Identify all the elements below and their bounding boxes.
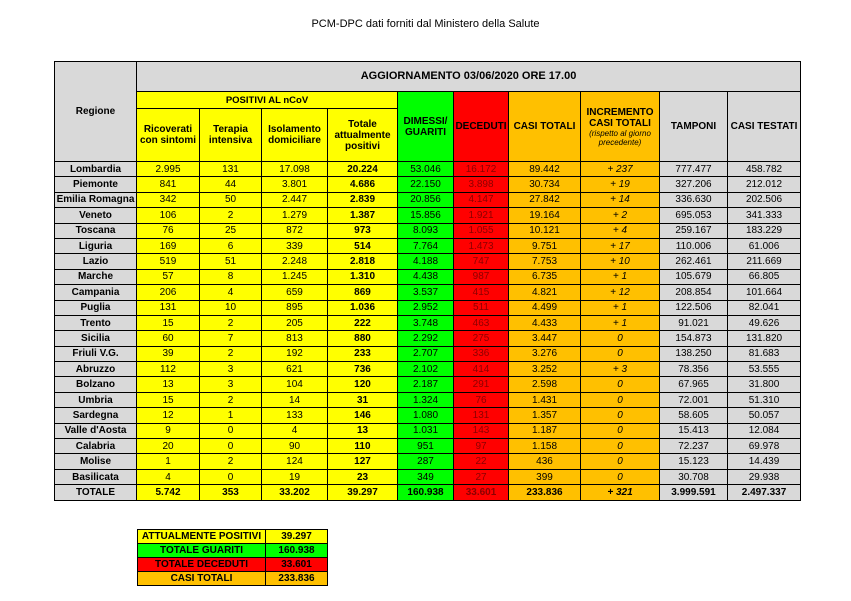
summary-label: TOTALE DECEDUTI bbox=[138, 558, 266, 572]
cell-tamponi: 262.461 bbox=[660, 254, 728, 269]
cell-totale: 110 bbox=[328, 439, 398, 454]
cell-isolamento: 1.279 bbox=[262, 208, 328, 223]
cell-totale: 1.387 bbox=[328, 208, 398, 223]
cell-ricoverati: 131 bbox=[137, 300, 200, 315]
cell-ricoverati: 60 bbox=[137, 331, 200, 346]
cell-incremento: + 1 bbox=[581, 269, 660, 284]
cell-testati: 183.229 bbox=[728, 223, 801, 238]
cell-terapia: 50 bbox=[200, 192, 262, 207]
cell-dimessi: 2.707 bbox=[398, 346, 454, 361]
cell-testati: 61.006 bbox=[728, 238, 801, 253]
cell-totale: 233 bbox=[328, 346, 398, 361]
cell-ricoverati: 15 bbox=[137, 392, 200, 407]
cell-dimessi: 1.080 bbox=[398, 408, 454, 423]
table-body bbox=[55, 162, 801, 501]
cell-casi: 9.751 bbox=[509, 238, 581, 253]
cell-tamponi: 78.356 bbox=[660, 362, 728, 377]
cell-isolamento: 192 bbox=[262, 346, 328, 361]
cell-incremento: 0 bbox=[581, 408, 660, 423]
cell-totale: 1.036 bbox=[328, 300, 398, 315]
cell-region: Toscana bbox=[55, 223, 137, 238]
cell-region: Abruzzo bbox=[55, 362, 137, 377]
cell-incremento: + 3 bbox=[581, 362, 660, 377]
cell-incremento: 0 bbox=[581, 346, 660, 361]
cell-terapia: 0 bbox=[200, 469, 262, 484]
cell-deceduti: 27 bbox=[454, 469, 509, 484]
cell-ricoverati: 112 bbox=[137, 362, 200, 377]
cell-region: Friuli V.G. bbox=[55, 346, 137, 361]
cell-testati: 14.439 bbox=[728, 454, 801, 469]
update-title: AGGIORNAMENTO 03/06/2020 ORE 17.00 bbox=[137, 62, 801, 92]
cell-ricoverati: 841 bbox=[137, 177, 200, 192]
cell-ricoverati: 342 bbox=[137, 192, 200, 207]
header-deceduti: DECEDUTI bbox=[454, 92, 509, 162]
cell-terapia: 10 bbox=[200, 300, 262, 315]
cell-isolamento: 133 bbox=[262, 408, 328, 423]
cell-terapia: 51 bbox=[200, 254, 262, 269]
cell-testati: 131.820 bbox=[728, 331, 801, 346]
cell-testati: 51.310 bbox=[728, 392, 801, 407]
table-row bbox=[55, 331, 801, 346]
cell-terapia: 3 bbox=[200, 362, 262, 377]
cell-dimessi: 2.952 bbox=[398, 300, 454, 315]
table-row bbox=[55, 269, 801, 284]
cell-tamponi: 336.630 bbox=[660, 192, 728, 207]
cell-incremento: + 4 bbox=[581, 223, 660, 238]
cell-incremento: + 2 bbox=[581, 208, 660, 223]
cell-tamponi: 30.708 bbox=[660, 469, 728, 484]
summary-row bbox=[138, 558, 328, 572]
table-row bbox=[55, 377, 801, 392]
cell-region: Marche bbox=[55, 269, 137, 284]
cell-deceduti: 143 bbox=[454, 423, 509, 438]
cell-isolamento: 1.245 bbox=[262, 269, 328, 284]
cell-deceduti: 275 bbox=[454, 331, 509, 346]
cell-casi: 89.442 bbox=[509, 162, 581, 177]
header-casi-testati: CASI TESTATI bbox=[728, 92, 801, 162]
header-dimessi: DIMESSI/ GUARITI bbox=[398, 92, 454, 162]
table-row bbox=[55, 162, 801, 177]
cell-casi: 1.187 bbox=[509, 423, 581, 438]
cell-isolamento: 895 bbox=[262, 300, 328, 315]
table-row bbox=[55, 285, 801, 300]
cell-testati: 101.664 bbox=[728, 285, 801, 300]
summary-label: TOTALE GUARITI bbox=[138, 544, 266, 558]
cell-incremento: 0 bbox=[581, 392, 660, 407]
cell-dimessi: 160.938 bbox=[398, 485, 454, 500]
cell-incremento: + 10 bbox=[581, 254, 660, 269]
table-row bbox=[55, 346, 801, 361]
cell-tamponi: 3.999.591 bbox=[660, 485, 728, 500]
table-row bbox=[55, 469, 801, 484]
cell-incremento: + 1 bbox=[581, 300, 660, 315]
cell-terapia: 2 bbox=[200, 208, 262, 223]
header-terapia: Terapia intensiva bbox=[200, 109, 262, 162]
header-incremento-label: INCREMENTO CASI TOTALI bbox=[586, 106, 654, 129]
cell-testati: 81.683 bbox=[728, 346, 801, 361]
cell-deceduti: 131 bbox=[454, 408, 509, 423]
table-row bbox=[55, 300, 801, 315]
table-row bbox=[55, 454, 801, 469]
cell-terapia: 2 bbox=[200, 346, 262, 361]
cell-ricoverati: 519 bbox=[137, 254, 200, 269]
cell-deceduti: 76 bbox=[454, 392, 509, 407]
cell-incremento: + 12 bbox=[581, 285, 660, 300]
cell-casi: 1.431 bbox=[509, 392, 581, 407]
cell-ricoverati: 57 bbox=[137, 269, 200, 284]
cell-testati: 49.626 bbox=[728, 315, 801, 330]
cell-dimessi: 15.856 bbox=[398, 208, 454, 223]
cell-terapia: 0 bbox=[200, 439, 262, 454]
cell-terapia: 4 bbox=[200, 285, 262, 300]
cell-totale: 146 bbox=[328, 408, 398, 423]
cell-ricoverati: 4 bbox=[137, 469, 200, 484]
cell-incremento: + 1 bbox=[581, 315, 660, 330]
cell-tamponi: 15.413 bbox=[660, 423, 728, 438]
table-row bbox=[55, 254, 801, 269]
cell-ricoverati: 76 bbox=[137, 223, 200, 238]
cell-dimessi: 20.856 bbox=[398, 192, 454, 207]
cell-deceduti: 511 bbox=[454, 300, 509, 315]
cell-casi: 27.842 bbox=[509, 192, 581, 207]
header-isolamento: Isolamento domiciliare bbox=[262, 109, 328, 162]
header-ricoverati: Ricoverati con sintomi bbox=[137, 109, 200, 162]
cell-totale: 2.818 bbox=[328, 254, 398, 269]
cell-deceduti: 336 bbox=[454, 346, 509, 361]
cell-testati: 69.978 bbox=[728, 439, 801, 454]
cell-region: Piemonte bbox=[55, 177, 137, 192]
cell-casi: 30.734 bbox=[509, 177, 581, 192]
cell-isolamento: 2.248 bbox=[262, 254, 328, 269]
cell-casi: 7.753 bbox=[509, 254, 581, 269]
cell-testati: 29.938 bbox=[728, 469, 801, 484]
cell-totale: 973 bbox=[328, 223, 398, 238]
cell-region: Emilia Romagna bbox=[55, 192, 137, 207]
cell-region: Bolzano bbox=[55, 377, 137, 392]
cell-tamponi: 72.237 bbox=[660, 439, 728, 454]
cell-testati: 31.800 bbox=[728, 377, 801, 392]
cell-casi: 2.598 bbox=[509, 377, 581, 392]
cell-deceduti: 1.473 bbox=[454, 238, 509, 253]
cell-totale: 514 bbox=[328, 238, 398, 253]
summary-value: 160.938 bbox=[266, 544, 328, 558]
cell-region: Liguria bbox=[55, 238, 137, 253]
cell-tamponi: 154.873 bbox=[660, 331, 728, 346]
cell-totale: 31 bbox=[328, 392, 398, 407]
cell-terapia: 1 bbox=[200, 408, 262, 423]
cell-casi: 3.252 bbox=[509, 362, 581, 377]
cell-incremento: 0 bbox=[581, 331, 660, 346]
table-row bbox=[55, 192, 801, 207]
cell-dimessi: 22.150 bbox=[398, 177, 454, 192]
cell-deceduti: 1.921 bbox=[454, 208, 509, 223]
cell-casi: 6.735 bbox=[509, 269, 581, 284]
cell-totale: 880 bbox=[328, 331, 398, 346]
cell-testati: 341.333 bbox=[728, 208, 801, 223]
cell-incremento: 0 bbox=[581, 377, 660, 392]
cell-isolamento: 3.801 bbox=[262, 177, 328, 192]
cell-isolamento: 205 bbox=[262, 315, 328, 330]
cell-terapia: 131 bbox=[200, 162, 262, 177]
cell-dimessi: 2.292 bbox=[398, 331, 454, 346]
cell-tamponi: 138.250 bbox=[660, 346, 728, 361]
header-totale-positivi: Totale attualmente positivi bbox=[328, 109, 398, 162]
cell-dimessi: 287 bbox=[398, 454, 454, 469]
table-row bbox=[55, 392, 801, 407]
table-row bbox=[55, 177, 801, 192]
cell-region: Valle d'Aosta bbox=[55, 423, 137, 438]
cell-dimessi: 4.438 bbox=[398, 269, 454, 284]
cell-ricoverati: 20 bbox=[137, 439, 200, 454]
cell-ricoverati: 39 bbox=[137, 346, 200, 361]
cell-totale: 1.310 bbox=[328, 269, 398, 284]
cell-tamponi: 15.123 bbox=[660, 454, 728, 469]
cell-testati: 212.012 bbox=[728, 177, 801, 192]
cell-totale: 23 bbox=[328, 469, 398, 484]
cell-region: Campania bbox=[55, 285, 137, 300]
cell-terapia: 2 bbox=[200, 454, 262, 469]
table-row bbox=[55, 238, 801, 253]
summary-row bbox=[138, 530, 328, 544]
header-regione: Regione bbox=[55, 62, 137, 162]
cell-tamponi: 327.206 bbox=[660, 177, 728, 192]
summary-label: ATTUALMENTE POSITIVI bbox=[138, 530, 266, 544]
cell-region: Lazio bbox=[55, 254, 137, 269]
cell-totale: 127 bbox=[328, 454, 398, 469]
covid-regional-table bbox=[54, 61, 801, 501]
cell-terapia: 44 bbox=[200, 177, 262, 192]
cell-casi: 233.836 bbox=[509, 485, 581, 500]
cell-tamponi: 259.167 bbox=[660, 223, 728, 238]
cell-dimessi: 349 bbox=[398, 469, 454, 484]
cell-incremento: 0 bbox=[581, 439, 660, 454]
cell-testati: 50.057 bbox=[728, 408, 801, 423]
cell-testati: 53.555 bbox=[728, 362, 801, 377]
cell-casi: 10.121 bbox=[509, 223, 581, 238]
cell-terapia: 6 bbox=[200, 238, 262, 253]
cell-dimessi: 2.102 bbox=[398, 362, 454, 377]
cell-deceduti: 16.172 bbox=[454, 162, 509, 177]
cell-deceduti: 4.147 bbox=[454, 192, 509, 207]
cell-ricoverati: 13 bbox=[137, 377, 200, 392]
summary-value: 233.836 bbox=[266, 572, 328, 586]
table-row bbox=[55, 223, 801, 238]
cell-casi: 436 bbox=[509, 454, 581, 469]
cell-testati: 202.506 bbox=[728, 192, 801, 207]
cell-ricoverati: 12 bbox=[137, 408, 200, 423]
cell-isolamento: 17.098 bbox=[262, 162, 328, 177]
cell-incremento: + 17 bbox=[581, 238, 660, 253]
cell-region: Calabria bbox=[55, 439, 137, 454]
cell-incremento: 0 bbox=[581, 423, 660, 438]
cell-tamponi: 110.006 bbox=[660, 238, 728, 253]
cell-casi: 3.276 bbox=[509, 346, 581, 361]
cell-region: Lombardia bbox=[55, 162, 137, 177]
cell-isolamento: 813 bbox=[262, 331, 328, 346]
cell-incremento: + 19 bbox=[581, 177, 660, 192]
cell-deceduti: 97 bbox=[454, 439, 509, 454]
cell-tamponi: 67.965 bbox=[660, 377, 728, 392]
cell-terapia: 3 bbox=[200, 377, 262, 392]
cell-testati: 12.084 bbox=[728, 423, 801, 438]
cell-region: Basilicata bbox=[55, 469, 137, 484]
cell-dimessi: 4.188 bbox=[398, 254, 454, 269]
cell-casi: 1.158 bbox=[509, 439, 581, 454]
cell-terapia: 2 bbox=[200, 392, 262, 407]
cell-isolamento: 4 bbox=[262, 423, 328, 438]
summary-label: CASI TOTALI bbox=[138, 572, 266, 586]
cell-terapia: 7 bbox=[200, 331, 262, 346]
cell-tamponi: 122.506 bbox=[660, 300, 728, 315]
cell-dimessi: 3.748 bbox=[398, 315, 454, 330]
header-casi-totali: CASI TOTALI bbox=[509, 92, 581, 162]
cell-isolamento: 621 bbox=[262, 362, 328, 377]
summary-row bbox=[138, 572, 328, 586]
header-tamponi: TAMPONI bbox=[660, 92, 728, 162]
cell-isolamento: 14 bbox=[262, 392, 328, 407]
cell-region: Trento bbox=[55, 315, 137, 330]
cell-tamponi: 777.477 bbox=[660, 162, 728, 177]
cell-tamponi: 695.053 bbox=[660, 208, 728, 223]
header-incremento bbox=[581, 92, 660, 162]
cell-totale: 120 bbox=[328, 377, 398, 392]
header-positivi-group: POSITIVI AL nCoV bbox=[137, 92, 398, 109]
cell-isolamento: 2.447 bbox=[262, 192, 328, 207]
cell-isolamento: 124 bbox=[262, 454, 328, 469]
cell-dimessi: 53.046 bbox=[398, 162, 454, 177]
cell-tamponi: 58.605 bbox=[660, 408, 728, 423]
cell-incremento: + 321 bbox=[581, 485, 660, 500]
cell-isolamento: 90 bbox=[262, 439, 328, 454]
source-title: PCM-DPC dati forniti dal Ministero della Salute bbox=[311, 18, 540, 30]
cell-totale: 4.686 bbox=[328, 177, 398, 192]
cell-casi: 4.499 bbox=[509, 300, 581, 315]
cell-region: Veneto bbox=[55, 208, 137, 223]
table-row bbox=[55, 408, 801, 423]
cell-incremento: 0 bbox=[581, 469, 660, 484]
cell-dimessi: 8.093 bbox=[398, 223, 454, 238]
cell-isolamento: 33.202 bbox=[262, 485, 328, 500]
cell-tamponi: 208.854 bbox=[660, 285, 728, 300]
cell-tamponi: 72.001 bbox=[660, 392, 728, 407]
cell-region: TOTALE bbox=[55, 485, 137, 500]
total-row bbox=[55, 485, 801, 500]
cell-dimessi: 2.187 bbox=[398, 377, 454, 392]
cell-casi: 19.164 bbox=[509, 208, 581, 223]
cell-terapia: 2 bbox=[200, 315, 262, 330]
cell-terapia: 0 bbox=[200, 423, 262, 438]
table-row bbox=[55, 315, 801, 330]
summary-row bbox=[138, 544, 328, 558]
cell-isolamento: 339 bbox=[262, 238, 328, 253]
cell-totale: 222 bbox=[328, 315, 398, 330]
cell-totale: 13 bbox=[328, 423, 398, 438]
cell-testati: 82.041 bbox=[728, 300, 801, 315]
cell-deceduti: 1.055 bbox=[454, 223, 509, 238]
cell-ricoverati: 1 bbox=[137, 454, 200, 469]
cell-terapia: 353 bbox=[200, 485, 262, 500]
table-row bbox=[55, 362, 801, 377]
cell-testati: 458.782 bbox=[728, 162, 801, 177]
cell-isolamento: 19 bbox=[262, 469, 328, 484]
cell-incremento: + 237 bbox=[581, 162, 660, 177]
cell-terapia: 25 bbox=[200, 223, 262, 238]
cell-deceduti: 22 bbox=[454, 454, 509, 469]
cell-deceduti: 747 bbox=[454, 254, 509, 269]
cell-ricoverati: 15 bbox=[137, 315, 200, 330]
cell-region: Umbria bbox=[55, 392, 137, 407]
cell-casi: 3.447 bbox=[509, 331, 581, 346]
cell-deceduti: 415 bbox=[454, 285, 509, 300]
cell-deceduti: 3.898 bbox=[454, 177, 509, 192]
cell-casi: 1.357 bbox=[509, 408, 581, 423]
cell-dimessi: 1.324 bbox=[398, 392, 454, 407]
cell-region: Puglia bbox=[55, 300, 137, 315]
cell-totale: 869 bbox=[328, 285, 398, 300]
cell-tamponi: 105.679 bbox=[660, 269, 728, 284]
cell-incremento: + 14 bbox=[581, 192, 660, 207]
cell-dimessi: 1.031 bbox=[398, 423, 454, 438]
summary-value: 33.601 bbox=[266, 558, 328, 572]
cell-isolamento: 104 bbox=[262, 377, 328, 392]
table-row bbox=[55, 423, 801, 438]
cell-casi: 399 bbox=[509, 469, 581, 484]
header-incremento-note: (rispetto al giorno precedente) bbox=[589, 128, 651, 147]
cell-totale: 2.839 bbox=[328, 192, 398, 207]
table-row bbox=[55, 208, 801, 223]
cell-deceduti: 463 bbox=[454, 315, 509, 330]
cell-deceduti: 987 bbox=[454, 269, 509, 284]
cell-testati: 66.805 bbox=[728, 269, 801, 284]
cell-ricoverati: 2.995 bbox=[137, 162, 200, 177]
cell-region: Sardegna bbox=[55, 408, 137, 423]
summary-table bbox=[137, 529, 328, 586]
cell-isolamento: 872 bbox=[262, 223, 328, 238]
cell-deceduti: 291 bbox=[454, 377, 509, 392]
summary-value: 39.297 bbox=[266, 530, 328, 544]
cell-incremento: 0 bbox=[581, 454, 660, 469]
cell-isolamento: 659 bbox=[262, 285, 328, 300]
cell-region: Sicilia bbox=[55, 331, 137, 346]
cell-dimessi: 7.764 bbox=[398, 238, 454, 253]
cell-ricoverati: 9 bbox=[137, 423, 200, 438]
cell-ricoverati: 206 bbox=[137, 285, 200, 300]
cell-ricoverati: 106 bbox=[137, 208, 200, 223]
cell-totale: 39.297 bbox=[328, 485, 398, 500]
cell-terapia: 8 bbox=[200, 269, 262, 284]
cell-tamponi: 91.021 bbox=[660, 315, 728, 330]
cell-dimessi: 951 bbox=[398, 439, 454, 454]
cell-deceduti: 414 bbox=[454, 362, 509, 377]
table-row bbox=[55, 439, 801, 454]
cell-ricoverati: 5.742 bbox=[137, 485, 200, 500]
cell-region: Molise bbox=[55, 454, 137, 469]
cell-testati: 211.669 bbox=[728, 254, 801, 269]
cell-dimessi: 3.537 bbox=[398, 285, 454, 300]
cell-totale: 736 bbox=[328, 362, 398, 377]
cell-ricoverati: 169 bbox=[137, 238, 200, 253]
cell-casi: 4.433 bbox=[509, 315, 581, 330]
cell-totale: 20.224 bbox=[328, 162, 398, 177]
cell-testati: 2.497.337 bbox=[728, 485, 801, 500]
cell-casi: 4.821 bbox=[509, 285, 581, 300]
cell-deceduti: 33.601 bbox=[454, 485, 509, 500]
